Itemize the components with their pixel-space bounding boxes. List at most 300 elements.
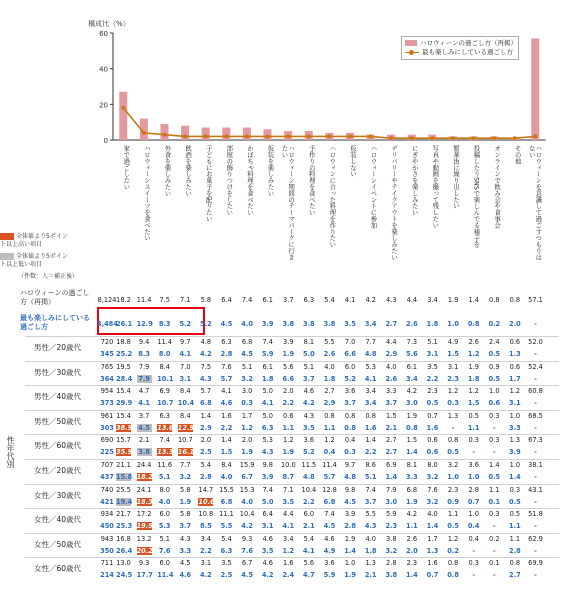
table-cell: 421 xyxy=(100,497,114,506)
row-divider xyxy=(25,533,559,534)
table-cell: 5.4 xyxy=(324,296,335,304)
table-cell: 15.5 xyxy=(219,485,234,494)
table-cell: 15.8 xyxy=(116,473,133,481)
table-cell: 4.3 xyxy=(364,522,377,531)
table-cell: 1.3 xyxy=(365,559,376,568)
group-label: 男性／60歳代 xyxy=(34,441,82,451)
table-cell: 1.0 xyxy=(447,473,459,481)
table-cell: 3.2 xyxy=(426,497,439,506)
table-cell: 3.9 xyxy=(261,473,274,481)
table-cell: 3.1 xyxy=(179,374,192,383)
y-tick-label: 40 xyxy=(99,65,108,74)
table-cell: 7.0 xyxy=(344,338,356,346)
table-cell: 8.4 xyxy=(180,411,191,420)
table-cell: 1.3 xyxy=(447,411,459,420)
table-cell: 8.1 xyxy=(303,338,315,346)
table-cell: 26.1 xyxy=(116,320,133,328)
table-cell: 4.8 xyxy=(200,338,212,346)
table-cell: 3.4 xyxy=(283,534,294,543)
table-cell: 5.3 xyxy=(158,522,171,531)
table-cell: 0.6 xyxy=(283,411,294,420)
table-cell: 4.0 xyxy=(220,473,233,481)
table-cell: 1.2 xyxy=(282,546,295,555)
table-cell: 1.1 xyxy=(406,522,418,531)
table-cell: 3.8 xyxy=(386,534,397,543)
table-cell: 1.6 xyxy=(427,559,438,568)
line-point xyxy=(286,134,290,138)
group-label: 男性／40歳代 xyxy=(34,392,82,402)
line-point xyxy=(266,134,270,138)
table-cell: 2.7 xyxy=(386,436,397,445)
table-cell: 1.5 xyxy=(220,448,233,457)
bar xyxy=(161,124,169,140)
table-cell: 18.8 xyxy=(116,338,131,346)
table-cell: 214 xyxy=(100,571,114,580)
table-cell: 0.4 xyxy=(344,436,356,445)
table-cell: 1.8 xyxy=(426,320,439,328)
table-cell: 1.4 xyxy=(344,546,356,555)
category-label: その他 xyxy=(513,145,522,165)
table-cell: 1.6 xyxy=(221,411,232,420)
table-cell: 6.6 xyxy=(344,350,356,358)
row-divider xyxy=(25,459,559,460)
table-cell: 10.6 xyxy=(198,497,215,506)
table-cell: 4.3 xyxy=(386,296,397,304)
table-cell: 0.8 xyxy=(509,559,521,568)
y-tick-label: 60 xyxy=(99,30,108,38)
row-divider xyxy=(25,557,559,558)
table-cell: 0.3 xyxy=(489,510,500,519)
table-cell: 1.4 xyxy=(426,522,439,531)
table-cell: 5.9 xyxy=(386,510,397,519)
table-cell: 15.9 xyxy=(239,461,255,469)
table-cell: 3.7 xyxy=(138,411,150,420)
table-cell: 2.7 xyxy=(385,320,398,328)
table-cell: 6.0 xyxy=(159,510,170,519)
table-cell: 8,124 xyxy=(97,296,117,304)
table-cell: 2.6 xyxy=(385,374,398,383)
table-cell: 961 xyxy=(100,411,114,420)
line-point xyxy=(389,136,393,140)
table-cell: 0.5 xyxy=(426,399,439,408)
table-cell: 7.6 xyxy=(427,485,438,494)
table-cell: 7.4 xyxy=(262,338,273,346)
table-cell: 3.5 xyxy=(282,497,295,506)
table-cell: 3.8 xyxy=(323,320,336,328)
table-cell: 303 xyxy=(100,423,114,432)
table-cell: 1.5 xyxy=(406,436,418,445)
table-cell: 0.8 xyxy=(447,571,459,580)
table-cell: 1.6 xyxy=(364,423,377,432)
table-cell: 5.0 xyxy=(262,387,273,396)
table-cell: 6.9 xyxy=(159,387,170,396)
table-cell: 0.8 xyxy=(467,320,480,328)
table-cell: 0.6 xyxy=(426,448,439,457)
table-cell: 437 xyxy=(100,473,114,481)
table-cell: 7.4 xyxy=(262,485,273,494)
category-label: 部屋の飾りつけをしたい xyxy=(225,145,234,216)
table-cell: 1.4 xyxy=(406,571,418,580)
group-label: 女性／40歳代 xyxy=(34,515,82,525)
table-cell: 4.9 xyxy=(323,546,336,555)
table-cell: 2.9 xyxy=(200,423,212,432)
table-cell: 2.3 xyxy=(406,559,418,568)
category-label: かぼちゃ料理を食べたい xyxy=(245,145,254,216)
table-cell: 38.9 xyxy=(116,423,133,432)
table-cell: 5.5 xyxy=(365,510,376,519)
table-cell: 740 xyxy=(100,485,114,494)
table-cell: 1.2 xyxy=(468,387,479,396)
table-cell: 5.6 xyxy=(303,559,315,568)
table-cell: 4.0 xyxy=(365,534,376,543)
table-cell: 3.9 xyxy=(509,448,521,457)
table-cell: 1.8 xyxy=(261,374,274,383)
table-cell: 24.4 xyxy=(136,461,152,469)
table-cell: 38.1 xyxy=(528,461,543,469)
table-cell: 10.7 xyxy=(157,399,174,408)
table-cell: 5.5 xyxy=(324,338,335,346)
table-cell: 2.6 xyxy=(323,350,336,358)
table-cell: 13.0 xyxy=(116,559,131,568)
table-cell: 0.8 xyxy=(447,559,459,568)
table-cell: 4.2 xyxy=(406,387,418,396)
table-cell: 1.6 xyxy=(426,423,439,432)
table-cell: 0.6 xyxy=(488,399,501,408)
table-cell: 6.1 xyxy=(406,362,418,371)
table-cell: 0.7 xyxy=(467,497,480,506)
table-cell: 1.2 xyxy=(447,387,459,396)
table-cell: 10.4 xyxy=(301,485,317,494)
table-cell: 690 xyxy=(100,436,114,445)
table-cell: 1.4 xyxy=(365,436,376,445)
table-cell: 2.2 xyxy=(303,497,315,506)
table-cell: 3.9 xyxy=(283,338,294,346)
table-cell: 5.8 xyxy=(180,485,191,494)
table-cell: 3.6 xyxy=(468,461,479,469)
table-cell: 9.7 xyxy=(180,338,191,346)
line-point xyxy=(451,136,455,140)
table-cell: 29.9 xyxy=(116,399,133,408)
table-cell: 13.3 xyxy=(157,448,174,457)
table-cell: 11.5 xyxy=(301,461,317,469)
caption-low xyxy=(0,253,72,269)
table-cell: - xyxy=(534,448,537,457)
table-cell: 3.1 xyxy=(447,362,459,371)
table-cell: 0.3 xyxy=(468,436,479,445)
table-cell: 10.0 xyxy=(280,461,296,469)
table-cell: 1.4 xyxy=(509,473,521,481)
table-cell: 57.1 xyxy=(528,296,543,304)
table-cell: 345 xyxy=(100,350,114,358)
table-cell: 350 xyxy=(100,546,114,555)
table-cell: 5.8 xyxy=(180,510,191,519)
table-cell: 1.0 xyxy=(468,510,479,519)
table-cell: 4.1 xyxy=(221,387,232,396)
category-label: ハロウィーン期間のテーマパークに行きたい xyxy=(280,145,296,261)
table-cell: 3.8 xyxy=(282,320,295,328)
table-cell: 5.5 xyxy=(220,522,233,531)
table-cell: 3.6 xyxy=(303,436,315,445)
y-axis-label: 構成比（%） xyxy=(88,20,130,28)
table-cell: 0.3 xyxy=(509,485,521,494)
table-cell: 6.4 xyxy=(221,296,232,304)
table-cell: 3.8 xyxy=(138,448,150,457)
line-point xyxy=(204,134,208,138)
caption-high-text: 全体値より5ポイント以上高い項目 xyxy=(0,233,68,248)
table-cell: - xyxy=(472,448,476,457)
table-cell: 0.5 xyxy=(468,411,479,420)
table-cell: 1.9 xyxy=(468,362,479,371)
table-cell: 4.1 xyxy=(138,399,150,408)
table-cell: 14.7 xyxy=(198,485,214,494)
table-cell: 13.6 xyxy=(157,423,174,432)
table-cell: 1.4 xyxy=(468,296,479,304)
table-cell: 2.2 xyxy=(200,546,212,555)
table-cell: 7.0 xyxy=(180,362,191,371)
table-cell: 3.3 xyxy=(386,387,397,396)
legend-line-entry xyxy=(405,48,515,57)
table-cell: 4.2 xyxy=(200,571,212,580)
table-cell: 1.2 xyxy=(447,534,459,543)
table-cell: 2.0 xyxy=(406,546,418,555)
table-cell: 1.9 xyxy=(282,448,295,457)
table-cell: 16.8 xyxy=(116,534,131,543)
table-cell: 2.0 xyxy=(241,436,253,445)
table-cell: 2.2 xyxy=(220,423,233,432)
group-label: 女性／50歳代 xyxy=(34,539,82,549)
table-cell: 0.8 xyxy=(344,423,356,432)
table-cell: 1.0 xyxy=(509,461,521,469)
table-cell: 2.7 xyxy=(385,448,398,457)
table-cell: 7.6 xyxy=(221,362,232,371)
table-cell: 20.2 xyxy=(136,546,153,555)
table-cell: 0.4 xyxy=(468,534,479,543)
table-cell: 2.3 xyxy=(447,485,459,494)
line-point xyxy=(430,136,434,140)
table-cell: 3.5 xyxy=(221,559,232,568)
table-cell: 4.5 xyxy=(220,320,233,328)
table-cell: 0.2 xyxy=(488,320,501,328)
table-cell: 6.3 xyxy=(303,296,315,304)
table-cell: 4.8 xyxy=(364,350,377,358)
category-label: ハロウィーンスイーツを食べたい xyxy=(142,145,151,241)
table-cell: 1.9 xyxy=(179,497,192,506)
table-cell: 0.6 xyxy=(427,436,438,445)
table-cell: 5.1 xyxy=(158,473,171,481)
table-cell: 3.4 xyxy=(364,399,377,408)
table-cell: 3.3 xyxy=(509,423,521,432)
table-cell: 4.4 xyxy=(406,296,418,304)
table-cell: 6.3 xyxy=(220,546,233,555)
table-cell: 2.8 xyxy=(468,485,479,494)
table-cell: 0.7 xyxy=(427,411,438,420)
table-cell: 7.4 xyxy=(159,436,170,445)
table-cell: 2.4 xyxy=(489,338,500,346)
table-cell: 6.7 xyxy=(241,559,253,568)
line-point xyxy=(121,106,125,110)
table-cell: 0.5 xyxy=(488,374,501,383)
table-cell: 3.4 xyxy=(364,320,377,328)
table-cell: 67.3 xyxy=(528,436,543,445)
table-cell: 8.0 xyxy=(427,461,438,469)
table-cell: 2.8 xyxy=(509,546,521,555)
table-cell: 0.9 xyxy=(447,497,459,506)
table-cell: 934 xyxy=(100,510,114,519)
table-cell: 1.4 xyxy=(221,436,232,445)
table-cell: 3,484 xyxy=(97,320,118,328)
category-label: 飲酒を楽しみたい xyxy=(184,145,193,197)
table-cell: 0.4 xyxy=(467,522,480,531)
table-cell: 4.0 xyxy=(241,497,253,506)
table-cell: 2.2 xyxy=(364,448,377,457)
table-cell: - xyxy=(472,546,476,555)
table-cell: 5.2 xyxy=(344,374,356,383)
table-cell: 18.2 xyxy=(116,296,131,304)
table-cell: 4.3 xyxy=(303,411,315,420)
table-cell: 5.6 xyxy=(406,350,418,358)
table-cell: 4.2 xyxy=(261,571,274,580)
table-cell: 5.4 xyxy=(200,461,212,469)
table-cell: 0.2 xyxy=(489,534,500,543)
table-cell: 9.8 xyxy=(262,461,273,469)
table-cell: 5.8 xyxy=(200,296,212,304)
category-label: 子どもにお菓子を配りたい xyxy=(204,145,213,222)
group-label: 男性／20歳代 xyxy=(34,343,82,352)
table-cell: 10.4 xyxy=(239,510,255,519)
table-cell: 1.3 xyxy=(509,436,521,445)
table-cell: 5.4 xyxy=(221,534,232,543)
table-cell: 0.3 xyxy=(447,399,459,408)
table-cell: 3.0 xyxy=(406,399,418,408)
table-cell: 7.4 xyxy=(365,485,376,494)
table-cell: 4.3 xyxy=(261,448,274,457)
table-cell: 5.7 xyxy=(220,374,233,383)
table-cell: 18.2 xyxy=(136,473,153,481)
table-cell: 5.3 xyxy=(365,362,376,371)
table-cell: 3.7 xyxy=(344,399,356,408)
table-cell: 4.6 xyxy=(324,534,335,543)
table-cell: 2.0 xyxy=(283,387,294,396)
table-cell: 11.1 xyxy=(219,510,234,519)
table-cell: 1.2 xyxy=(509,387,521,396)
table-cell: 9.4 xyxy=(138,338,150,346)
table-cell: 2.1 xyxy=(303,522,315,531)
table-cell: 4.7 xyxy=(138,387,150,396)
table-cell: 6.8 xyxy=(406,485,418,494)
bar xyxy=(531,38,539,140)
table-cell: 0.5 xyxy=(509,497,521,506)
table-cell: 1.5 xyxy=(447,350,459,358)
table-cell: 4.5 xyxy=(138,423,150,432)
table-cell: 4.3 xyxy=(180,534,191,543)
table-cell: 3.2 xyxy=(385,546,398,555)
table-cell: 60.8 xyxy=(528,387,543,396)
table-cell: 0.8 xyxy=(406,423,418,432)
table-cell: 3.3 xyxy=(179,546,192,555)
table-cell: 3.4 xyxy=(200,534,212,543)
table-cell: 8.3 xyxy=(158,320,171,328)
table-cell: 3.5 xyxy=(261,546,274,555)
table-cell: 5.2 xyxy=(303,448,315,457)
table-cell: 0.7 xyxy=(426,571,439,580)
table-cell: 4.6 xyxy=(262,559,273,568)
table-cell: 7.5 xyxy=(200,362,212,371)
table-cell: 4.7 xyxy=(303,571,315,580)
table-cell: 1.5 xyxy=(467,399,480,408)
table-cell: 25.5 xyxy=(116,485,131,494)
table-cell: 1.9 xyxy=(447,296,459,304)
table-cell: 19.4 xyxy=(116,497,133,506)
table-cell: 4.2 xyxy=(241,522,253,531)
table-cell: 4.8 xyxy=(344,473,356,481)
table-cell: 0.5 xyxy=(447,522,459,531)
caption-low-swatch xyxy=(0,253,14,260)
table-cell: 6.6 xyxy=(282,374,295,383)
group-label: 男性／30歳代 xyxy=(34,367,82,377)
legend-bar-label: ハロウィーンの過ごし方（再掲） xyxy=(420,39,517,47)
table-cell: 1.9 xyxy=(344,534,356,543)
table-cell: 1.9 xyxy=(406,497,418,506)
table-cell: 4.0 xyxy=(324,362,335,371)
table-cell: 1.8 xyxy=(323,374,336,383)
category-label: ハロウィンに合った料理を作りたい xyxy=(328,145,337,248)
table-cell: 5.2 xyxy=(200,320,212,328)
caption-low-text: 全体値より5ポイント以上低い項目 xyxy=(0,253,68,268)
table-cell: 943 xyxy=(100,534,114,543)
table-cell: 373 xyxy=(100,399,114,408)
table-cell: 3.5 xyxy=(344,320,356,328)
table-cell: 6.0 xyxy=(344,362,356,371)
table-cell: 1.2 xyxy=(467,350,480,358)
table-cell: 4.4 xyxy=(386,338,397,346)
table-cell: 1.4 xyxy=(385,473,398,481)
table-cell: 3.8 xyxy=(303,320,315,328)
table-cell: 10.4 xyxy=(177,399,195,408)
table-cell: 2.1 xyxy=(385,423,398,432)
table-cell: 2.7 xyxy=(324,387,335,396)
line-point xyxy=(369,134,373,138)
table-cell: 711 xyxy=(100,559,114,568)
table-cell: - xyxy=(492,546,496,555)
table-cell: 3.5 xyxy=(303,423,315,432)
table-cell: 8.4 xyxy=(221,461,232,469)
table-cell: 3.7 xyxy=(303,374,315,383)
legend-bar-swatch xyxy=(405,40,417,46)
row-divider xyxy=(25,508,559,509)
table-cell: 0.8 xyxy=(509,296,521,304)
table-cell: 2.7 xyxy=(509,571,521,580)
table-cell: 2.5 xyxy=(200,448,212,457)
legend-line-label: 最も楽しみにしている過ごし方 xyxy=(422,48,513,56)
table-cell: 5.4 xyxy=(303,534,315,543)
table-cell: 3.2 xyxy=(179,473,192,481)
table-cell: 2.9 xyxy=(323,399,336,408)
table-cell: 6.4 xyxy=(262,510,273,519)
table-cell: - xyxy=(492,571,496,580)
table-cell: 1.0 xyxy=(344,559,356,568)
table-cell: 4.2 xyxy=(365,296,376,304)
table-cell: 17.7 xyxy=(136,571,153,580)
table-cell: 35.9 xyxy=(116,448,133,457)
table-cell: 7.5 xyxy=(159,296,170,304)
table-cell: 4.3 xyxy=(200,374,212,383)
table-cell: 5.1 xyxy=(364,473,377,481)
table-cell: 10.7 xyxy=(177,436,193,445)
table-cell: 11.4 xyxy=(322,461,337,469)
table-cell: 5.1 xyxy=(427,338,438,346)
category-label: ハロウィーンイベントに参加 xyxy=(369,145,378,229)
table-cell: 1.0 xyxy=(489,387,500,396)
